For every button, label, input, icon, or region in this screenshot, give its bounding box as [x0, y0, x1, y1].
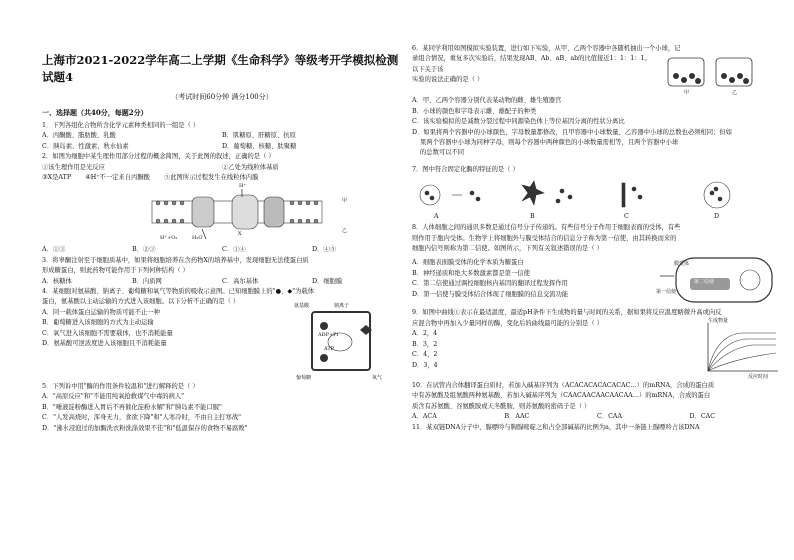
question-4-stem-2: 蛋白，氨基酸以主动运输的方式进入该细胞。以下分析不正确的是（ ） [42, 298, 240, 306]
option: C．①④ [222, 246, 246, 254]
question-3-stem-2: 形成糖蛋白，则此药物可能作用于下列何种结构（ ） [42, 267, 189, 275]
option: A．2，4 [412, 330, 438, 338]
option: A．ACA [412, 413, 437, 421]
question-7-stem: 7．图中符合固定化酶的特征的是（ ） [412, 165, 519, 173]
question-6-block [412, 54, 782, 96]
question-9-cont [412, 319, 652, 371]
option: A．核糖体 [42, 277, 72, 285]
left-column [42, 38, 402, 434]
question-3-options [42, 277, 402, 287]
option: C．CAA [597, 413, 623, 421]
option: A．①③ [42, 246, 66, 254]
option: A．"高原反应"和"不能用纯氧抢救煤气中毒的病人" [42, 393, 185, 401]
question-8-stem-2: 则作用于胞内受体。生物学上将细胞外与膜受体结合的信息分子称为第一信使，由其转换而来的 [412, 234, 677, 242]
option: D．CAC [689, 413, 716, 421]
option: B．②③ [132, 246, 156, 254]
option: C．胰岛素、性激素、秋水仙素 [42, 142, 129, 150]
option: C．氧气进入该细胞不需要载体，也不消耗能量 [42, 329, 173, 337]
option: C．高尔基体 [222, 277, 259, 285]
question-6-stem-cont [412, 54, 652, 85]
question-10-stem-3: 质含有苏氨酸、谷氨酰胺或天冬酰胺，则苏氨酸的密码子是（ ） [412, 402, 591, 410]
option: B．3，2 [412, 340, 438, 348]
label-x: X [238, 231, 242, 238]
right-column [412, 44, 782, 433]
option: B．"唾液淀粉酶进入胃后不再催化淀粉水解"和"胰岛素不能口服" [42, 403, 222, 411]
option: D．第一信使与膜受体结合体现了细胞膜的信息交流功能 [412, 290, 569, 298]
x-axis-label: 反应时间 [748, 373, 769, 380]
label-yi: 乙 [342, 228, 348, 235]
question-10-stem-2: 中有苏氨酸及组氨酸两种氨基酸，若加入碱基序列为（CAACAACAACAACAA…）的mRNA，合成的蛋白 [412, 392, 711, 400]
option: B．肌糖原、肝糖原、抗原 [222, 132, 296, 140]
figure-label-a: A [434, 213, 439, 221]
question-2-statements-2 [42, 173, 402, 183]
question-1-stem: 1．下列各组化合物所含化学元素种类相同的一组是（ ） [42, 122, 200, 129]
question-2-stem: 2．如图为细胞中某生理作用部分过程的概念简图，关于此图的叙述，正确的是（ ） [42, 153, 275, 161]
statement: ②乙处为线粒体基质 [222, 163, 279, 171]
question-6-stem-3: 实验的说法正确的是（ ） [412, 76, 484, 84]
enzyme-svg [412, 175, 782, 213]
label-adp: ADP+Pi [318, 331, 339, 338]
option: C．第二信使通过调控细胞核内基因的翻译过程发挥作用 [412, 280, 568, 288]
label-atp: ATP [324, 345, 335, 352]
label-second-messenger: 第二信使 [694, 279, 715, 286]
page-title: 上海市2021-2022学年高二上学期《生命科学》等级考开学模拟检测试题4 [42, 53, 399, 84]
option: B．小球的颜色和字母表示雌、雄配子的种类 [412, 107, 537, 115]
question-11-stem: 11．某双链DNA分子中，腺嘌呤与胸腺嘧啶之和占全部碱基的比例为a，其中一条链上腺嘌呤占该DNA [412, 423, 700, 431]
label-sodium: 钠离子 [334, 302, 350, 309]
figure-label-b: B [530, 213, 535, 221]
figure-label-c: C [624, 213, 629, 221]
figure-label-d: D [714, 213, 720, 221]
question-1-options [42, 131, 402, 152]
statement: ①该生理作用是光反应 [42, 163, 105, 171]
label-first-messenger: 第一信使 [656, 289, 677, 296]
option: D．氨基酸可逆浓度进入该细胞且不消耗能量 [42, 340, 167, 348]
label-jia: 甲 [684, 90, 690, 97]
option: A．甲、乙两个容器分别代表某动物的雌、雄生殖器官 [412, 97, 562, 105]
question-2-options [42, 245, 402, 255]
label-jia: 甲 [342, 198, 348, 205]
option-cont: 的总数可以不同 [420, 149, 465, 157]
label-oxygen: 氧气 [372, 374, 383, 381]
statement: ③X是ATP [42, 174, 72, 182]
option: D．细胞膜 [312, 277, 343, 285]
label-receptor: 膜受体 [674, 261, 690, 268]
question-9-stem-2: 应混合物中再加入少量同样的酶，变化后的曲线最可能的分别是（ ） [412, 319, 603, 327]
label-h-o2: H⁺+O₂ [160, 235, 178, 242]
option: B．内质网 [132, 277, 162, 285]
option: A．细胞表面膜受体的化学本质为糖蛋白 [412, 259, 524, 267]
question-10-options [412, 412, 782, 422]
question-8-block [412, 254, 782, 308]
section-heading: 一、选择题（共40分，每题2分） [42, 108, 148, 117]
statement: ⑤此图所示过程发生在线粒体内膜 [163, 174, 259, 182]
option-cont: 果两个容器中小球为同种字母，则每个容器中两种颜色的小球数量需相等，且两个容器中小球 [420, 139, 679, 147]
label-glucose: 葡萄糖 [296, 374, 312, 381]
question-10-stem: 10．在试管内合体翻译蛋白质时，若加入碱基序列为（ACACACACACACAC…）的mRNA，合成的蛋白质 [412, 381, 715, 389]
question-8-options [412, 258, 642, 300]
question-2-statements [42, 163, 402, 173]
y-axis-label: 生成物量 [708, 317, 729, 324]
option: C．4，2 [412, 351, 438, 359]
question-8-stem-3: 细胞内信号则称为第二信使。如图所示，下列有关叙述错误的是（ ） [412, 245, 603, 253]
question-8-stem: 8．人体细胞之间的通讯多数是通过信号分子传递的。有些信号分子作用于细胞表面的受体，有些 [412, 224, 681, 232]
exam-info: （考试时间60分钟 满分100分） [171, 93, 273, 101]
option: D．3，4 [412, 361, 438, 369]
question-4-stem: 4．某细胞对氨基酸、钠离子、葡萄糖和氧气等物质的吸收示意图。已知细胞膜上的"●、◆"为载体 [42, 288, 315, 296]
containers-diagram [660, 50, 760, 90]
option: C．"人发高烧时，浑身无力，食欲下降"和"人寒冷时，不由自主打寒战" [42, 414, 242, 422]
membrane-diagram [42, 183, 402, 245]
option: B．神经递质和绝大多数激素都是第一信使 [412, 269, 530, 277]
option: A．丙酮酸、脂肪酸、乳酸 [42, 132, 116, 140]
enzyme-figures [412, 175, 782, 223]
question-5-stem: 5．下列诉中用"酶的作用条件较温和"进行解释的是（ ） [42, 382, 199, 390]
label-amino-acid: 氨基酸 [294, 302, 310, 309]
question-9-stem: 9．如图中曲线①表示在最适温度、最适pH条件下生成物的量与时间的关系，据如果将反应温度略微升高或向反 [412, 309, 722, 317]
option: B．AAC [504, 413, 530, 421]
question-9-block [412, 319, 782, 381]
option: D．"沸水浸泡过的加酶洗衣粉洗涤效果不佳"和"低温保存的食物不易腐败" [42, 424, 248, 432]
question-3-stem: 3．将睾酮注射至于细胞质基中，如果将细胞培养在含药物X的培养基中，发现细胞无法使蛋白质 [42, 256, 309, 264]
question-6-stem-2: 录组合情况，重复多次实验后，结果发现AB、Ab、aB、ab的比值接近1：1：1：1。以下关于该 [412, 55, 651, 73]
question-6-stem: 6．某同学利用如图模拟实验装置，进行如下实验，从甲、乙两个容器中各随机抽出一个小球，记 [412, 45, 681, 52]
question-4-options [42, 308, 272, 350]
option: D．如果将两个容器中的小球颜色、字母数量都修改，且甲容器中小球数量、乙容器中小球的总数也必须相同；但如 [412, 128, 732, 136]
option: D．葡萄糖、核糖、肽聚糖 [222, 142, 297, 150]
transport-diagram [290, 302, 400, 380]
label-h: H⁺ [239, 183, 246, 190]
option: B．葡萄糖进入该细胞的方式为主动运输 [42, 319, 154, 327]
label-yi: 乙 [732, 90, 738, 97]
option: D．④⑤ [312, 246, 336, 254]
option: C．该实验模拟的是减数分裂过程中同源染色体上等位基因分离的性状分离比 [412, 118, 625, 126]
statement: ④H⁺不一定来自丙酮酸 [85, 174, 150, 182]
option: A．同一载体蛋白运输的物质可能不止一种 [42, 308, 160, 316]
reaction-curve [702, 319, 782, 379]
label-h2o: H₂O [192, 235, 203, 242]
